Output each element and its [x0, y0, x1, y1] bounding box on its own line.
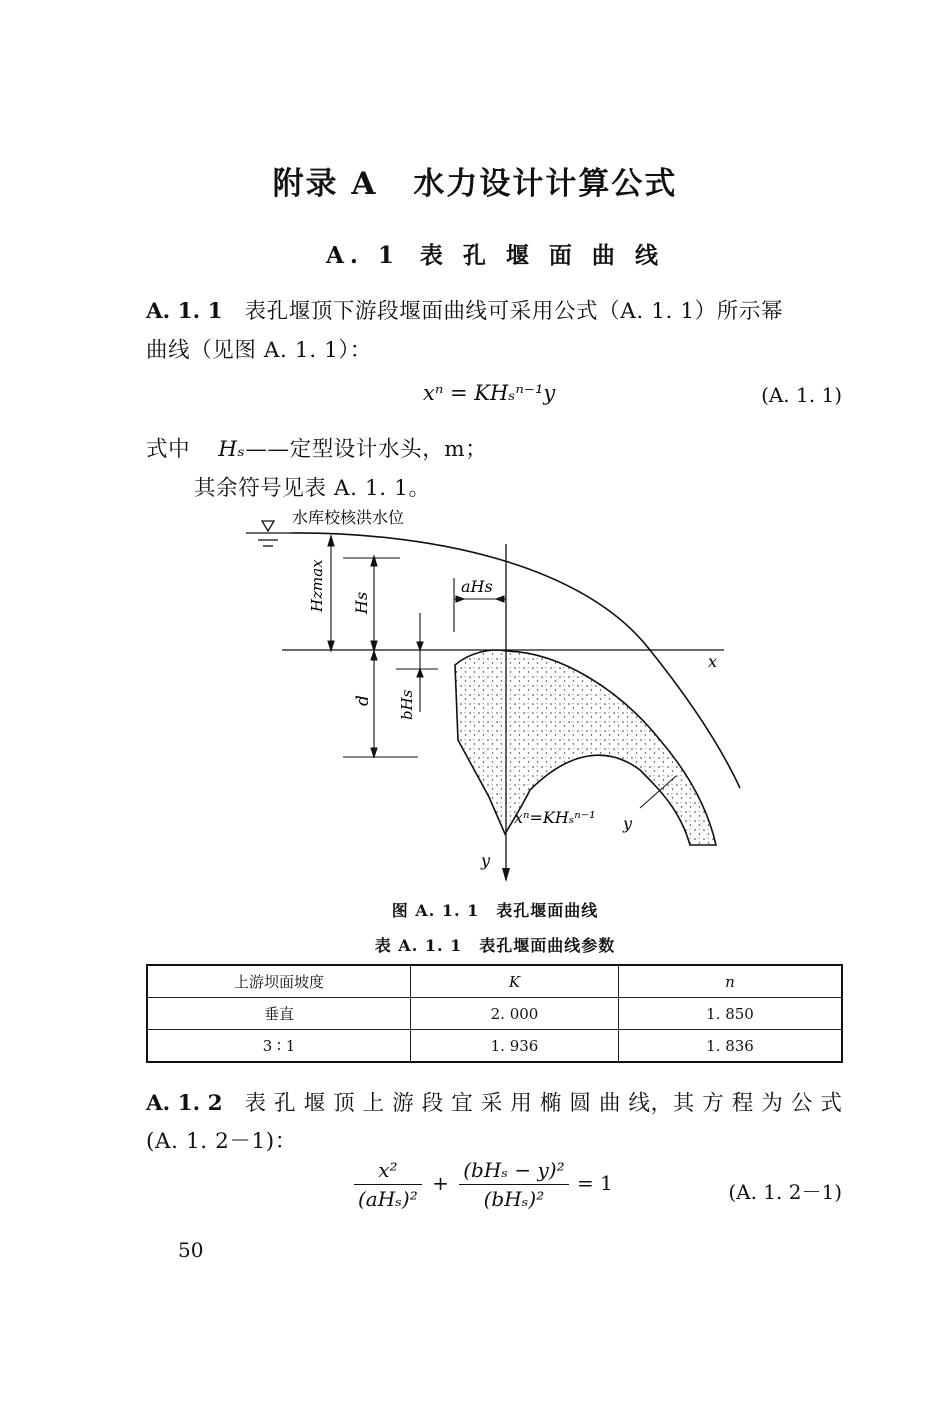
clause-number-a111: A. 1. 1	[146, 299, 223, 324]
table-header-cell: 上游坝面坡度	[147, 965, 411, 998]
table-cell: 3 ∶ 1	[147, 1030, 411, 1063]
equation-number-a1121: (A. 1. 2－1)	[728, 1180, 842, 1204]
equation-number-a111: (A. 1. 1)	[761, 383, 842, 407]
x-axis-label: x	[708, 652, 718, 671]
where-prefix: 式中	[146, 437, 191, 462]
table-row	[147, 998, 842, 1030]
table-cell: 1. 936	[411, 1030, 619, 1063]
equation-rhs: = 1	[576, 1171, 613, 1195]
fraction-1-denominator: (aHₛ)²	[358, 1187, 418, 1211]
table-header-cell: K	[411, 965, 619, 998]
where-symbol: Hₛ	[218, 437, 246, 462]
page-number: 50	[178, 1238, 204, 1262]
bhs-label: bHs	[398, 689, 416, 720]
curve-equation-label: xⁿ=KHₛⁿ⁻¹	[514, 808, 596, 827]
table-cell: 2. 000	[411, 998, 619, 1030]
equation-a111: xⁿ = KHₛⁿ⁻¹y	[423, 381, 556, 405]
paragraph-a112-line1	[146, 1086, 842, 1117]
figure-caption: 图 A. 1. 1 表孔堰面曲线	[391, 901, 599, 920]
y-axis-label: y	[481, 851, 491, 870]
table-header-row	[147, 965, 842, 998]
paragraph-a111-line2: 曲线（见图 A. 1. 1）：	[146, 338, 372, 363]
where-definition: ——定型设计水头，m；	[245, 437, 488, 462]
section-title: 表 孔 堰 面 曲 线	[419, 242, 664, 269]
d-label: d	[353, 695, 373, 706]
fraction-2-denominator: (bHₛ)²	[483, 1187, 545, 1211]
table-cell: 1. 836	[619, 1030, 843, 1063]
ahs-label: aHs	[461, 577, 493, 596]
table-caption: 表 A. 1. 1 表孔堰面曲线参数	[374, 936, 616, 955]
hzmax-dimension	[328, 536, 334, 651]
equation-a1121	[354, 1158, 613, 1211]
parameter-table	[146, 964, 843, 1063]
water-level-symbol	[246, 521, 290, 546]
paragraph-a112-text: 表 孔 堰 顶 上 游 段 宜 采 用 椭 圆 曲 线，其 方 程 为 公 式	[244, 1091, 843, 1116]
fraction-1-numerator: x²	[354, 1158, 422, 1185]
table-row	[147, 1030, 842, 1063]
hzmax-label: Hzmax	[308, 559, 326, 612]
fraction-2-numerator: (bHₛ − y)²	[459, 1158, 568, 1185]
table-header-cell: n	[619, 965, 843, 998]
plus-sign: +	[432, 1171, 449, 1195]
section-number: A. 1	[326, 242, 400, 269]
paragraph-a111-text: 表孔堰顶下游段堰面曲线可采用公式（A. 1. 1）所示幂	[244, 299, 784, 324]
fraction-1	[354, 1158, 422, 1211]
other-symbols-note: 其余符号见表 A. 1. 1。	[194, 476, 431, 501]
table-cell: 垂直	[147, 998, 411, 1030]
hs-label: Hs	[352, 591, 371, 614]
page-title-part1: 附录 A	[272, 166, 378, 202]
water-level-label: 水库校核洪水位	[292, 508, 405, 527]
page-title-part2: 水力设计计算公式	[413, 166, 678, 202]
curve-y-label: y	[623, 814, 633, 833]
paragraph-a112-line2: (A. 1. 2－1)：	[146, 1129, 297, 1154]
fraction-2	[459, 1158, 568, 1211]
clause-number-a112: A. 1. 2	[146, 1091, 223, 1116]
table-cell: 1. 850	[619, 998, 843, 1030]
